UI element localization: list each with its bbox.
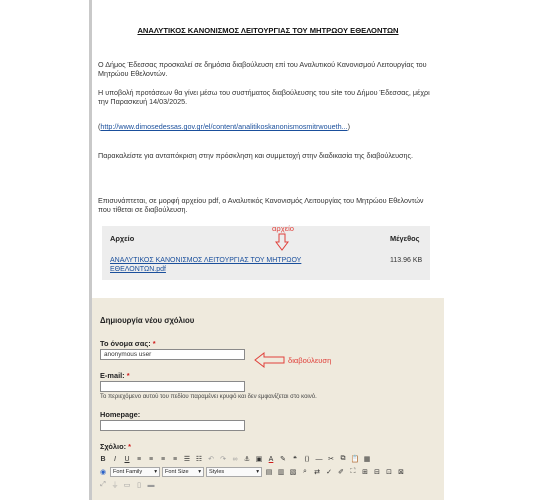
file-annotation-label: αρχείο	[272, 224, 294, 233]
filter-icon[interactable]: ⏚	[111, 482, 119, 489]
comment-form-heading: Δημιουργία νέου σχόλιου	[100, 316, 195, 325]
numbered-list-icon[interactable]: ☷	[195, 456, 203, 463]
insert-row-icon[interactable]: ⊞	[362, 469, 368, 476]
font-size-value: Font Size	[165, 469, 189, 475]
align-center-icon[interactable]: ≡	[148, 455, 154, 463]
anchor-icon[interactable]: ⚓	[243, 456, 251, 463]
font-family-value: Font Family	[113, 469, 143, 475]
email-label	[100, 371, 130, 380]
italic-icon[interactable]: I	[114, 455, 116, 463]
column-header-size: Μέγεθος	[390, 234, 420, 243]
participation-paragraph: Παρακαλείστε για ανταπόκριση στην πρόσκληση και συμμετοχή στην διαδικασία της διαβούλευσης.	[98, 151, 413, 160]
consultation-annotation-label: διαβούλευση	[288, 356, 332, 365]
fullscreen-icon[interactable]: ⛶	[350, 468, 356, 475]
down-arrow-icon	[275, 233, 289, 251]
styles-select[interactable]	[206, 467, 262, 477]
column-header-file: Αρχείο	[110, 234, 135, 243]
link-paragraph	[98, 122, 436, 131]
chevron-down-icon: ▾	[154, 469, 157, 475]
editor-toolbar-row-1	[98, 453, 442, 465]
article-title: ΑΝΑΛΥΤΙΚΟΣ ΚΑΝΟΝΙΣΜΟΣ ΛΕΙΤΟΥΡΓΙΑΣ ΤΟΥ ΜΗΤΡΩΟΥ ΕΘΕΛΟΝΤΩΝ	[137, 26, 399, 35]
undo-icon[interactable]: ↶	[208, 456, 214, 463]
image-icon[interactable]: ▣	[255, 456, 263, 463]
font-family-select[interactable]	[110, 467, 160, 477]
attachment-paragraph: Επισυνάπτεται, σε μορφή αρχείου pdf, ο Αναλυτικός Κανονισμός Λειτουργίας του Μητρώου Εθελοντών που τίθεται σε διαβούλευση.	[98, 196, 424, 214]
comment-label	[100, 442, 131, 451]
chevron-down-icon: ▾	[198, 469, 201, 475]
delete-row-icon[interactable]: ⊟	[374, 469, 380, 476]
attachment-size: 113.96 KB	[390, 257, 423, 264]
consultation-link[interactable]: http://www.dimosedessas.gov.gr/el/content/analitikoskanonismosmitrwoueth...	[100, 122, 348, 131]
editor-toolbar-row-2	[98, 466, 442, 478]
help-icon[interactable]: ◉	[99, 469, 107, 476]
email-input[interactable]	[100, 381, 245, 392]
bullet-list-icon[interactable]: ☰	[183, 456, 191, 463]
redo-icon[interactable]: ↷	[220, 456, 226, 463]
paste-word-icon[interactable]: ▥	[277, 469, 285, 476]
replace-icon[interactable]: ⇄	[314, 469, 320, 476]
comment-form	[92, 298, 444, 500]
article-body	[92, 0, 444, 295]
styles-value: Styles	[209, 469, 225, 475]
blockquote-icon[interactable]: ❝	[293, 456, 297, 463]
homepage-label: Homepage:	[100, 410, 141, 419]
required-mark: *	[126, 371, 130, 380]
page-content	[89, 0, 444, 500]
attachments-table	[102, 226, 430, 280]
name-label	[100, 339, 156, 348]
paste-icon[interactable]: 📋	[350, 456, 360, 463]
submission-paragraph: Η υποβολή προτάσεων θα γίνει μέσω του συστήματος διαβούλευσης του site του Δήμου Έδεσσας, μέχρι την Παρασκευή 14/03/2025.	[98, 88, 430, 106]
link-icon[interactable]: ∞	[232, 455, 238, 463]
highlight-color-icon[interactable]: ✎	[280, 456, 286, 463]
underline-icon[interactable]: U	[124, 455, 130, 463]
text-color-icon[interactable]: A	[268, 455, 274, 463]
align-right-icon[interactable]: ≡	[160, 455, 166, 463]
left-arrow-icon	[254, 352, 286, 368]
required-mark: *	[152, 339, 156, 348]
paste-text-icon[interactable]: ▤	[265, 469, 273, 476]
merge-cells-icon[interactable]: ⊡	[386, 469, 392, 476]
intro-paragraph: Ο Δήμος Έδεσσας προσκαλεί σε δημόσια διαβούλευση επί του Αναλυτικού Κανονισμού Λειτουργίας του Μητρώου Εθελοντών.	[98, 60, 427, 78]
chevron-down-icon: ▾	[256, 469, 259, 475]
editor-toolbar-row-3	[98, 479, 442, 491]
template-icon[interactable]: ▯	[137, 482, 141, 489]
table-icon[interactable]: ▦	[363, 456, 371, 463]
edit-css-icon[interactable]: ✐	[338, 469, 344, 476]
insert-layer-icon[interactable]: ⤢	[100, 481, 106, 488]
email-label-text: E-mail:	[100, 371, 125, 380]
font-size-select[interactable]	[162, 467, 204, 477]
select-all-icon[interactable]: ▧	[289, 469, 297, 476]
attachment-link[interactable]: ΑΝΑΛΥΤΙΚΟΣ ΚΑΝΟΝΙΣΜΟΣ ΛΕΙΤΟΥΡΓΙΑΣ ΤΟΥ ΜΗΤΡΩΟΥ ΕΘΕΛΟΝΤΩΝ.pdf	[110, 257, 302, 273]
name-input[interactable]	[100, 349, 245, 360]
required-mark: *	[128, 442, 132, 451]
comment-label-text: Σχόλιο:	[100, 442, 127, 451]
media-icon[interactable]: ▭	[123, 482, 131, 489]
cut-icon[interactable]: ✂	[328, 456, 334, 463]
horizontal-rule-icon[interactable]: —	[315, 455, 323, 463]
justify-icon[interactable]: ≡	[172, 455, 178, 463]
homepage-input[interactable]	[100, 420, 245, 431]
link-open-paren: (	[98, 122, 101, 131]
cleanup-icon[interactable]: ✓	[326, 469, 332, 476]
email-privacy-note: Το περιεχόμενο αυτού του πεδίου παραμένει κρυφό και δεν εμφανίζεται στο κοινό.	[100, 394, 317, 400]
copy-icon[interactable]: ⧉	[340, 455, 346, 462]
html-icon[interactable]: ⟨⟩	[304, 456, 310, 463]
align-left-icon[interactable]: ≡	[136, 455, 142, 463]
bold-icon[interactable]: B	[100, 455, 106, 463]
find-icon[interactable]: ⌕	[303, 468, 307, 475]
name-label-text: Το όνομα σας:	[100, 339, 151, 348]
preview-icon[interactable]: ▬	[147, 481, 155, 489]
link-close-paren: )	[347, 122, 350, 131]
split-cells-icon[interactable]: ⊠	[398, 469, 404, 476]
